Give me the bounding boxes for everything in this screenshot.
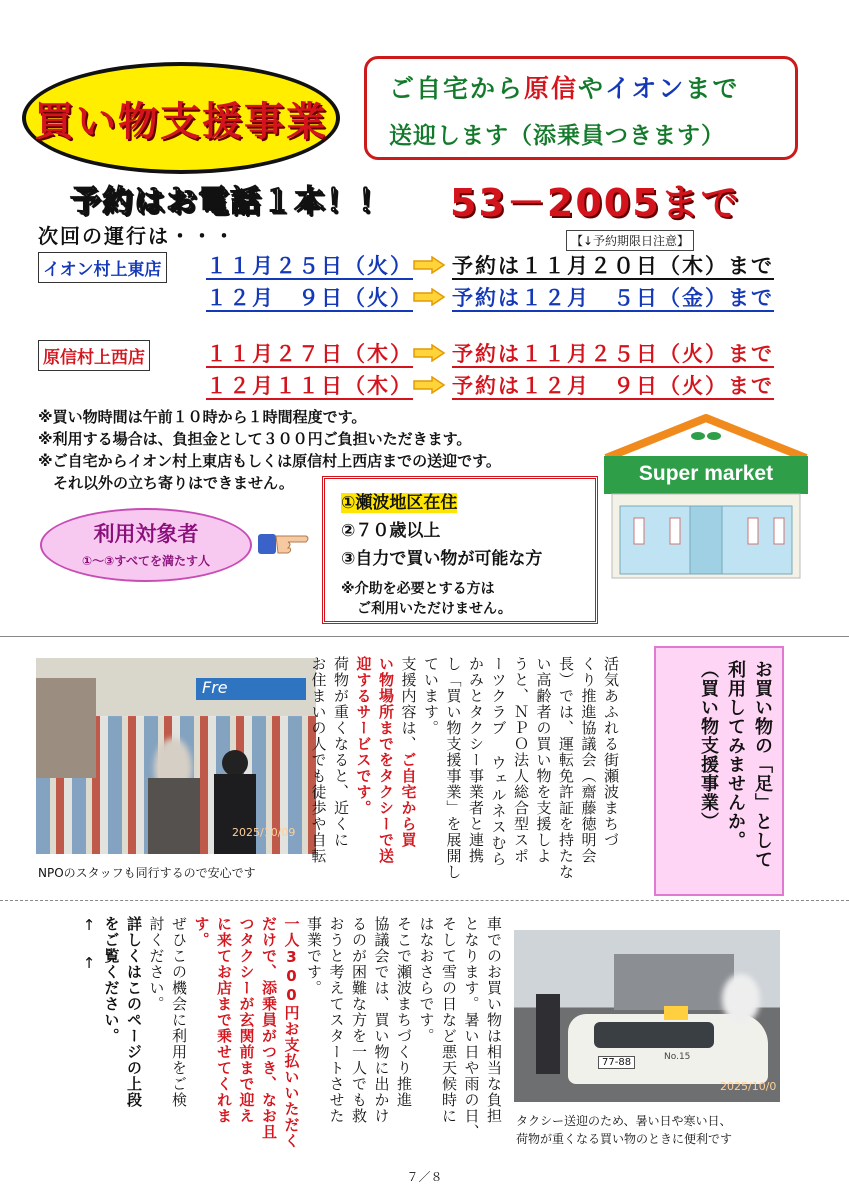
photo-date-stamp: 2025/10/0	[720, 1080, 777, 1093]
service-text-ya: や	[578, 74, 606, 103]
service-text-a: ご自宅から	[389, 74, 525, 103]
arrow-right-icon	[412, 256, 446, 274]
aeon-deadline-2: 予約は１２月 ５日（金）まで	[452, 286, 774, 310]
photo-caption: タクシー送迎のため、暑い日や寒い日、 荷物が重くなる買い物のときに便利です	[516, 1114, 733, 1146]
eligibility-box	[322, 476, 598, 624]
article-callout: お買い物の「足」として 利用してみませんか。 （買い物支援事業）	[654, 646, 784, 896]
service-text-aeon: イオン	[605, 74, 686, 103]
eligibility-item: ①瀬波地区在住	[341, 493, 458, 513]
note-line: ※利用する場合は、負担金として３００円ご負担いただきます。	[38, 430, 472, 448]
photo-caption: NPOのスタッフも同行するので安心です	[38, 866, 256, 880]
arrow-right-icon	[412, 344, 446, 362]
arrow-right-icon	[412, 376, 446, 394]
service-text-harashin: 原信	[524, 74, 579, 103]
service-line1	[389, 69, 795, 105]
harashin-deadline-1: 予約は１１月２５日（火）まで	[452, 342, 774, 366]
article-text-2: 車でのお買い物は相当な負担 となります。暑い日や雨の日、 そして雪の日など悪天候時に はなおさらです。 そこで瀬波まちづくり推進 協議会では、買い物に出かけ るのが困難な方を一人でも救 おうと考えてスタートさせた 事業です。 一人300円お支払いいただく だけで、添乗員がつき、なお且 つタクシーが玄関前まで迎え に来てお店まで乗せてくれま す。 ぜひこの機会に利用をご検 討ください。 詳しくはこのページの上段 をご覧ください。 ↑ ↑	[80, 916, 503, 1149]
arrow-right-icon	[412, 288, 446, 306]
eligibility-subtitle: ①～③すべてを満たす人	[81, 554, 211, 568]
taxi-number: No.15	[664, 1052, 691, 1062]
phone-number: 53－2005まで	[450, 181, 741, 225]
note-line: ※ご自宅からイオン村上東店もしくは原信村上西店までの送迎です。	[38, 452, 501, 470]
note-line: それ以外の立ち寄りはできません。	[38, 474, 294, 492]
aeon-date-1: １１月２５日（火）	[206, 254, 413, 278]
store-sign: Super market	[638, 462, 774, 485]
photo-taxi	[514, 930, 780, 1102]
deadline-note: 【↓予約期限日注意】	[566, 230, 694, 251]
harashin-deadline-2: 予約は１２月 ９日（火）まで	[452, 374, 774, 398]
service-box	[364, 56, 798, 160]
divider	[0, 636, 849, 637]
eligibility-caution: ご利用いただけません。	[357, 601, 512, 617]
eligibility-title: 利用対象者	[93, 522, 199, 546]
photo-shop	[36, 658, 316, 854]
article-text-1: 活気あふれる街瀬波まちづ くり推進協議会（齋藤徳明会 長）では、運転免許証を持たな い高齢者の買い物を支援しよ うと、ＮＰＯ法人総合型スポ ーツクラブ ウェルネスむら かみとタクシー事業者と連携 し「買い物支援事業」を展開し ています。 支援内容は、ご自宅から買 い物場所までをタクシーで送 迎するサービスです。 荷物が重くなると、近くに お住まいの人でも徒歩や自転	[309, 656, 620, 880]
schedule-intro: 次回の運行は・・・	[38, 224, 236, 248]
supermarket-illustration	[598, 414, 814, 582]
page-number: ７／８	[406, 1170, 443, 1184]
aeon-date-2: １２月 ９日（火）	[206, 286, 413, 310]
store-label-harashin: 原信村上西店	[38, 340, 150, 371]
service-text-made: まで	[685, 74, 740, 103]
taxi-plate: 77-88	[598, 1056, 635, 1069]
harashin-date-2: １２月１１日（木）	[206, 374, 413, 398]
eligibility-item: ③自力で買い物が可能な方	[341, 549, 543, 569]
aeon-deadline-1: 予約は１１月２０日（木）まで	[452, 254, 774, 278]
shelf-sign: Fre	[196, 678, 306, 700]
page-title: 買い物支援事業	[34, 98, 328, 145]
up-arrow-icon: ↑ ↑	[80, 916, 98, 973]
reservation-headline: 予約はお電話１本！！	[70, 184, 390, 219]
title-badge	[22, 62, 340, 174]
harashin-date-1: １１月２７日（木）	[206, 342, 413, 366]
pointing-hand-icon	[256, 522, 312, 562]
note-line: ※買い物時間は午前１０時から１時間程度です。	[38, 408, 367, 426]
service-line2: 送迎します（添乗員つきます）	[389, 123, 725, 149]
eligibility-item: ②７０歳以上	[341, 521, 441, 541]
divider	[0, 900, 849, 901]
photo-date-stamp: 2025/10/09	[232, 826, 296, 839]
eligibility-caution: ※介助を必要とする方は	[341, 581, 495, 597]
store-label-aeon: イオン村上東店	[38, 252, 167, 283]
eligibility-badge	[40, 508, 252, 582]
